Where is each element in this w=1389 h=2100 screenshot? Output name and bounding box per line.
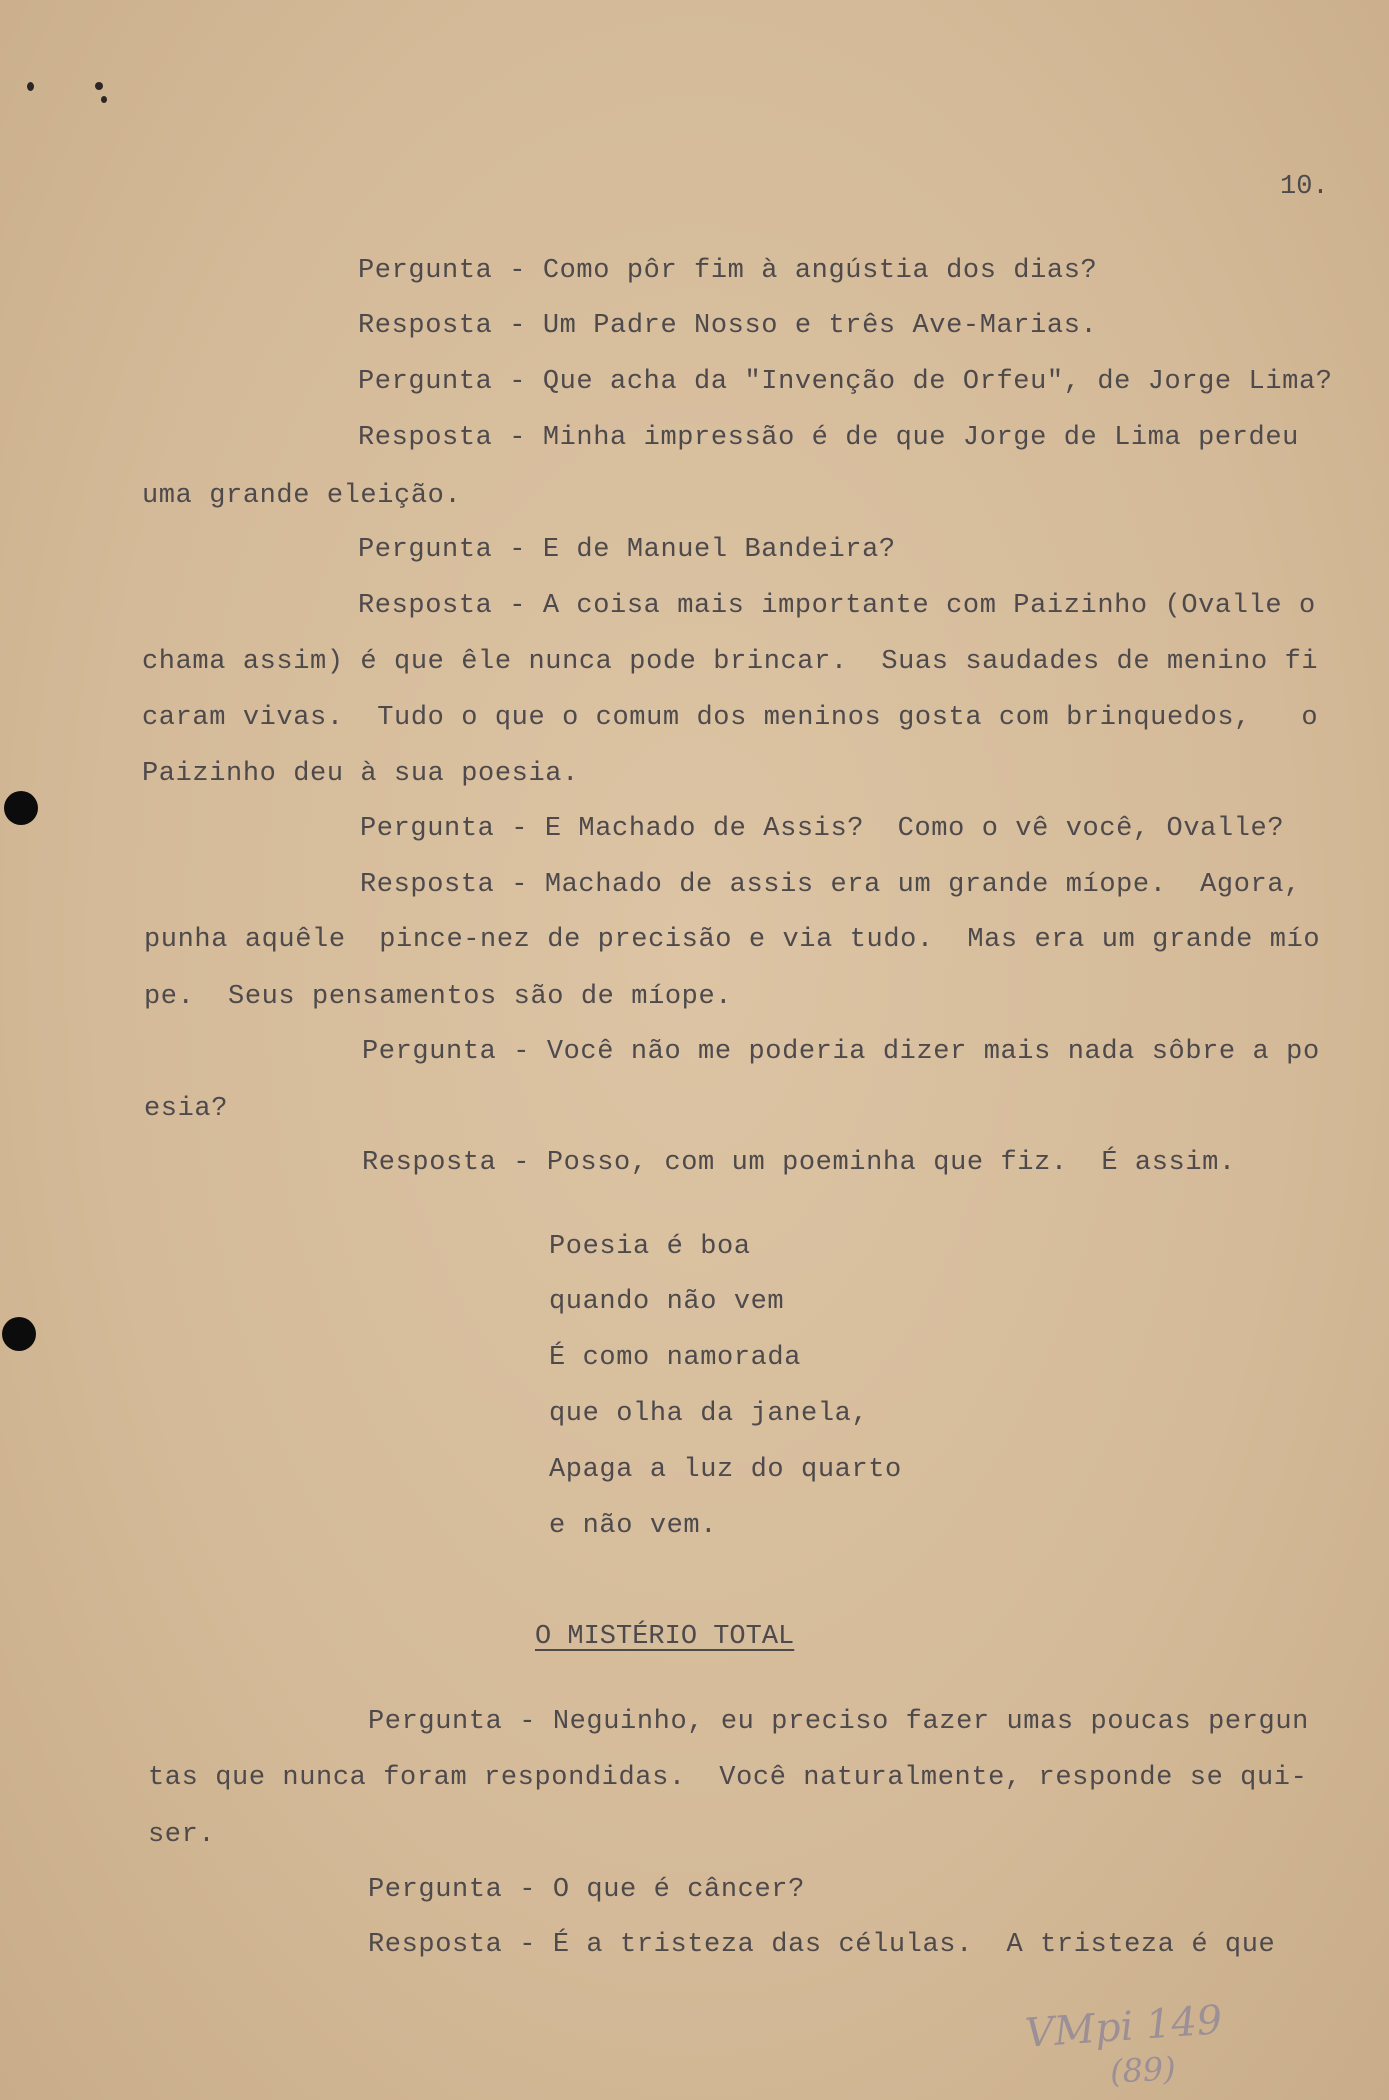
poem-line: quando não vem: [549, 1287, 785, 1317]
text-line: Resposta - A coisa mais importante com Paizinho (Ovalle o: [358, 591, 1316, 621]
text-line: esia?: [144, 1094, 229, 1124]
punch-hole: [2, 1317, 36, 1351]
punch-hole: [4, 791, 38, 825]
text-line: Pergunta - Como pôr fim à angústia dos dias?: [358, 256, 1098, 286]
text-line: Paizinho deu à sua poesia.: [142, 759, 579, 789]
poem-line: Poesia é boa: [549, 1232, 751, 1262]
text-line: Pergunta - Que acha da "Invenção de Orfeu", de Jorge Lima?: [358, 367, 1333, 397]
text-line: chama assim) é que êle nunca pode brincar. Suas saudades de menino fi: [142, 647, 1319, 677]
text-line: tas que nunca foram respondidas. Você naturalmente, responde se qui-: [148, 1763, 1308, 1793]
text-line: uma grande eleição.: [142, 481, 462, 511]
text-line: caram vivas. Tudo o que o comum dos meninos gosta com brinquedos, o: [142, 703, 1319, 733]
speck: [101, 96, 107, 103]
handwritten-archive-number: (89): [1109, 2049, 1177, 2091]
text-line: pe. Seus pensamentos são de míope.: [144, 982, 733, 1012]
poem-line: Apaga a luz do quarto: [549, 1455, 902, 1485]
text-line: Pergunta - Neguinho, eu preciso fazer umas poucas pergun: [368, 1707, 1309, 1737]
text-line: Pergunta - O que é câncer?: [368, 1875, 805, 1905]
text-line: Pergunta - Você não me poderia dizer mais nada sôbre a po: [362, 1037, 1320, 1067]
poem-line: e não vem.: [549, 1511, 718, 1541]
text-line: punha aquêle pince-nez de precisão e via tudo. Mas era um grande mío: [144, 925, 1321, 955]
text-line: Resposta - Minha impressão é de que Jorge de Lima perdeu: [358, 423, 1299, 453]
text-line: Resposta - Machado de assis era um grande míope. Agora,: [360, 870, 1301, 900]
text-line: Resposta - É a tristeza das células. A tristeza é que: [368, 1930, 1276, 1960]
poem-line: que olha da janela,: [549, 1399, 869, 1429]
speck: [27, 82, 34, 91]
text-line: Resposta - Um Padre Nosso e três Ave-Marias.: [358, 311, 1098, 341]
text-line: Resposta - Posso, com um poeminha que fiz. É assim.: [362, 1148, 1236, 1178]
speck: [95, 82, 103, 90]
text-line: Pergunta - E de Manuel Bandeira?: [358, 535, 896, 565]
handwritten-archive-note: VMpi 149: [1023, 1997, 1224, 2057]
text-line: Pergunta - E Machado de Assis? Como o vê você, Ovalle?: [360, 814, 1285, 844]
page-number: 10.: [1280, 172, 1329, 202]
text-line: ser.: [148, 1820, 216, 1850]
poem-line: É como namorada: [549, 1343, 802, 1373]
section-title: O MISTÉRIO TOTAL: [535, 1622, 795, 1652]
